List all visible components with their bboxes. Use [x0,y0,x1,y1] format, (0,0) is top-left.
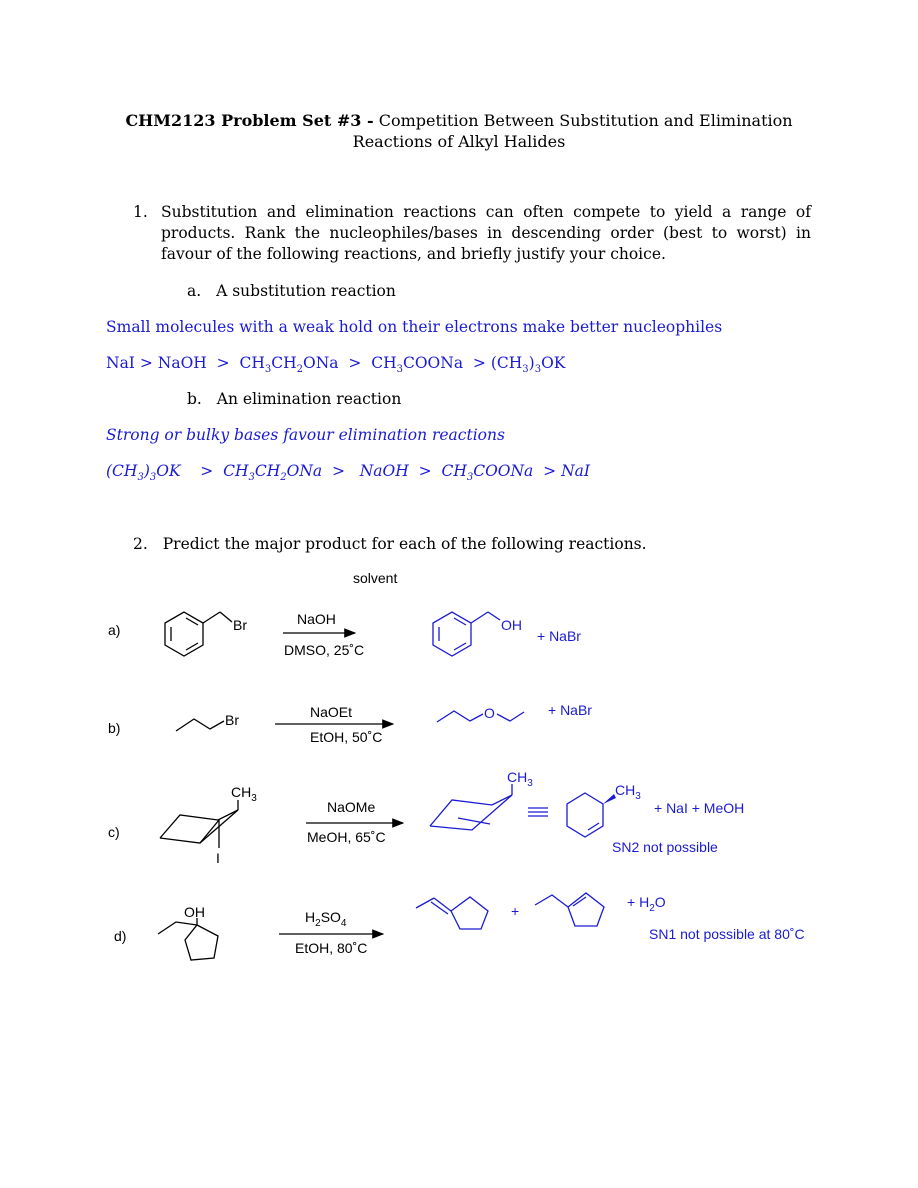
reaction-b-leaving-group: Br [225,712,239,728]
ethylcyclopentanol-structure [158,918,218,960]
q1-part-a-label: a. [187,282,202,300]
equivalence-symbol [528,808,548,816]
q1-part-b-label: b. [187,390,202,408]
methylcyclohexene-chair-structure [430,784,512,830]
reaction-b-reagent: NaOEt [310,704,353,720]
question-2-text: Predict the major product for each of the following reactions. [162,535,647,553]
methylcyclohexene-skeletal-structure [567,793,603,837]
reaction-c-byproduct: + NaI + MeOH [654,800,745,816]
q1-b-explanation: Strong or bulky bases favour elimination reactions [106,426,505,444]
title-rest: Competition Between Substitution and Elimination Reactions of Alkyl Halides [352,111,793,151]
reaction-a-product-group: OH [501,617,522,633]
q1-part-a-text: A substitution reaction [216,282,396,300]
reaction-d-byproduct: + $H_2O$ [627,894,666,914]
reaction-c-product-methyl: $CH_3$ [507,769,533,789]
reaction-c-label: c) [108,824,120,840]
solvent-label: solvent [353,570,398,586]
reaction-c-product-methyl-2: $CH_3$ [615,782,641,802]
reaction-d-plus: + [511,903,520,919]
reaction-a-leaving-group: Br [233,617,247,633]
reaction-d-note: SN1 not possible at 80˚C [649,926,805,942]
reaction-a-byproduct: + NaBr [537,628,581,644]
q1-part-b-text: An elimination reaction [216,390,402,408]
reaction-a-conditions: DMSO, 25˚C [284,642,365,658]
reaction-b-product-atom: O [484,705,495,721]
reaction-b-label: b) [108,720,121,736]
reaction-d-conditions: EtOH, 80˚C [295,940,368,956]
reaction-b-conditions: EtOH, 50˚C [310,729,383,745]
q1-a-ranking: NaI > NaOH > $CH_3CH_2ONa$ > $CH_3COONa > (CH_3)_3OK$ [106,354,566,376]
reaction-a-reagent: NaOH [297,611,336,627]
reaction-d-hydroxyl: OH [184,904,205,920]
q1-b-ranking: $(CH_3)_3OK$ > $CH_3CH_2ONa$ > NaOH > $CH_3COONa$ > NaI [106,462,590,484]
reaction-d-label: d) [114,928,127,944]
question-1-number: 1. [133,203,148,221]
reaction-c-reagent: NaOMe [327,799,376,815]
iodo-methylcyclohexane-chair-structure [160,800,238,848]
reaction-a-label: a) [108,622,121,638]
question-2-number: 2. [133,535,148,553]
ethyl-propyl-ether-structure [437,711,524,722]
reaction-d-reagent: $H_2SO_4$ [305,909,347,929]
q1-a-explanation: Small molecules with a weak hold on their electrons make better nucleophiles [106,318,723,336]
ethylidenecyclopentane-structure [416,897,488,929]
reaction-b-byproduct: + NaBr [548,702,592,718]
benzyl-bromide-structure [165,612,232,656]
question-1-text: Substitution and elimination reactions can often compete to yield a range of products. Rank the nucleophiles/bases in descending order (best to worst) in favour of the following reactions, and briefly justify your choice. [161,203,811,263]
reaction-c-conditions: MeOH, 65˚C [307,829,386,845]
reaction-c-note: SN2 not possible [612,839,718,855]
benzyl-alcohol-structure [433,612,500,656]
ethylcyclopentene-structure [535,893,604,926]
reaction-c-iodide: I [216,850,220,866]
propyl-bromide-structure [176,719,224,731]
reaction-c-methyl: $CH_3$ [231,784,257,804]
title-bold: CHM2123 Problem Set #3 - [125,111,374,130]
